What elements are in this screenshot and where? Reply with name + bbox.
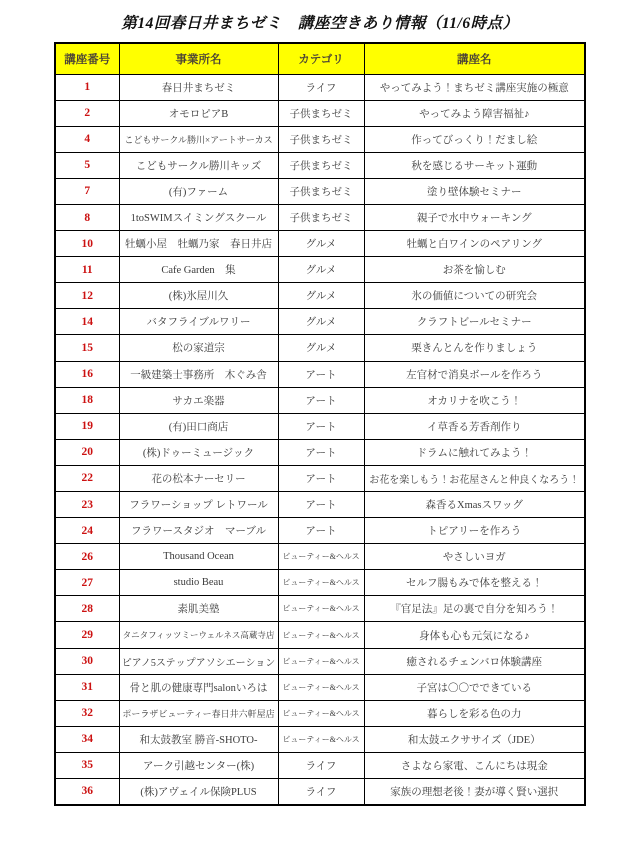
course-name-cell: お花を楽しもう！お花屋さんと仲良くなろう！ [364,465,585,491]
course-name-cell: 暮らしを彩る色の力 [364,700,585,726]
business-name-cell: 牡蠣小屋 牡蠣乃家 春日井店 [119,231,278,257]
category-cell: 子供まちゼミ [278,100,364,126]
course-name-cell: 『官足法』足の裏で自分を知ろう！ [364,596,585,622]
business-name-cell: フラワースタジオ マーブル [119,518,278,544]
course-name-cell: やさしいヨガ [364,544,585,570]
business-name-cell: (有)田口商店 [119,413,278,439]
course-name-cell: 栗きんとんを作りましょう [364,335,585,361]
category-cell: アート [278,518,364,544]
category-cell: ライフ [278,779,364,805]
category-cell: アート [278,439,364,465]
business-name-cell: 素肌美塾 [119,596,278,622]
course-name-cell: 左官材で消臭ボールを作ろう [364,361,585,387]
business-name-cell: (株)ドゥーミュージック [119,439,278,465]
category-cell: 子供まちゼミ [278,178,364,204]
course-number-cell: 29 [55,622,119,648]
course-number-cell: 14 [55,309,119,335]
table-row [55,152,585,178]
table-row [55,518,585,544]
header-course-name: 講座名 [364,43,585,74]
business-name-cell: 和太鼓教室 勝音-SHOTO- [119,726,278,752]
business-name-cell: サカエ楽器 [119,387,278,413]
course-name-cell: 親子で水中ウォーキング [364,204,585,230]
course-number-cell: 19 [55,413,119,439]
course-number-cell: 30 [55,648,119,674]
table-row [55,648,585,674]
course-number-cell: 34 [55,726,119,752]
business-name-cell: こどもサークル勝川キッズ [119,152,278,178]
table-body [55,74,585,805]
course-number-cell: 35 [55,752,119,778]
table-row [55,257,585,283]
course-number-cell: 7 [55,178,119,204]
course-name-cell: 牡蠣と白ワインのペアリング [364,231,585,257]
course-name-cell: 和太鼓エクササイズ（JDE） [364,726,585,752]
header-row [55,43,585,74]
business-name-cell: 1toSWIMスイミングスクール [119,204,278,230]
table-row [55,126,585,152]
business-name-cell: (株)アヴェイル保険PLUS [119,779,278,805]
course-name-cell: イ草香る芳香剤作り [364,413,585,439]
category-cell: グルメ [278,309,364,335]
course-number-cell: 12 [55,283,119,309]
course-name-cell: 氷の価値についての研究会 [364,283,585,309]
category-cell: 子供まちゼミ [278,126,364,152]
table-row [55,752,585,778]
course-number-cell: 23 [55,492,119,518]
table-row [55,100,585,126]
category-cell: ビューティー&ヘルス [278,622,364,648]
course-name-cell: 身体も心も元気になる♪ [364,622,585,648]
course-number-cell: 11 [55,257,119,283]
course-number-cell: 18 [55,387,119,413]
business-name-cell: 花の松本ナーセリー [119,465,278,491]
business-name-cell: フラワーショップ レトワール [119,492,278,518]
business-name-cell: 骨と肌の健康専門salonいろは [119,674,278,700]
business-name-cell: Thousand Ocean [119,544,278,570]
category-cell: アート [278,387,364,413]
course-number-cell: 26 [55,544,119,570]
course-number-cell: 22 [55,465,119,491]
business-name-cell: アーク引越センター(株) [119,752,278,778]
course-number-cell: 10 [55,231,119,257]
course-name-cell: やってみよう！まちゼミ講座実施の極意 [364,74,585,100]
course-number-cell: 20 [55,439,119,465]
course-name-cell: 癒されるチェンバロ体験講座 [364,648,585,674]
course-name-cell: さよなら家電、こんにちは現金 [364,752,585,778]
table-row [55,465,585,491]
header-category: カテゴリ [278,43,364,74]
table-row [55,204,585,230]
course-number-cell: 27 [55,570,119,596]
table-row [55,544,585,570]
table-row [55,361,585,387]
business-name-cell: バタフライブルワリー [119,309,278,335]
business-name-cell: studio Beau [119,570,278,596]
business-name-cell: (有)ファーム [119,178,278,204]
course-number-cell: 36 [55,779,119,805]
business-name-cell: ポーラザビューティー春日井六軒屋店 [119,700,278,726]
page-title: 第14回春日井まちゼミ 講座空きあり情報（11/6時点） [121,15,519,32]
table-row [55,283,585,309]
course-name-cell: やってみよう障害福祉♪ [364,100,585,126]
category-cell: グルメ [278,283,364,309]
table-header [55,43,585,74]
table-row [55,309,585,335]
category-cell: グルメ [278,257,364,283]
course-number-cell: 8 [55,204,119,230]
category-cell: アート [278,361,364,387]
business-name-cell: (株)氷屋川久 [119,283,278,309]
course-number-cell: 16 [55,361,119,387]
course-number-cell: 15 [55,335,119,361]
course-number-cell: 4 [55,126,119,152]
category-cell: ビューティー&ヘルス [278,726,364,752]
category-cell: グルメ [278,335,364,361]
table-row [55,492,585,518]
category-cell: ビューティー&ヘルス [278,648,364,674]
table-row [55,674,585,700]
course-name-cell: 森香るXmasスワッグ [364,492,585,518]
category-cell: ライフ [278,74,364,100]
course-number-cell: 1 [55,74,119,100]
category-cell: ビューティー&ヘルス [278,700,364,726]
category-cell: アート [278,465,364,491]
category-cell: 子供まちゼミ [278,204,364,230]
table-row [55,726,585,752]
course-name-cell: ドラムに触れてみよう！ [364,439,585,465]
business-name-cell: こどもサークル勝川×アートサーカス [119,126,278,152]
category-cell: ビューティー&ヘルス [278,570,364,596]
course-name-cell: お茶を愉しむ [364,257,585,283]
business-name-cell: ピアノ5ステップアソシエーション [119,648,278,674]
course-number-cell: 28 [55,596,119,622]
business-name-cell: Cafe Garden 集 [119,257,278,283]
course-name-cell: 子宮は〇〇でできている [364,674,585,700]
header-course-number: 講座番号 [55,43,119,74]
table-row [55,413,585,439]
course-name-cell: 塗り壁体験セミナー [364,178,585,204]
course-name-cell: クラフトビールセミナー [364,309,585,335]
course-number-cell: 31 [55,674,119,700]
course-number-cell: 5 [55,152,119,178]
category-cell: ビューティー&ヘルス [278,596,364,622]
table-row [55,570,585,596]
course-name-cell: セルフ腸もみで体を整える！ [364,570,585,596]
table-row [55,74,585,100]
course-number-cell: 24 [55,518,119,544]
table-row [55,387,585,413]
course-name-cell: 家族の理想老後！妻が導く賢い選択 [364,779,585,805]
business-name-cell: オモロピアB [119,100,278,126]
business-name-cell: 春日井まちゼミ [119,74,278,100]
header-business-name: 事業所名 [119,43,278,74]
course-name-cell: トピアリーを作ろう [364,518,585,544]
course-name-cell: 作ってびっくり！だまし絵 [364,126,585,152]
course-number-cell: 32 [55,700,119,726]
category-cell: ビューティー&ヘルス [278,674,364,700]
table-row [55,700,585,726]
category-cell: ビューティー&ヘルス [278,544,364,570]
category-cell: 子供まちゼミ [278,152,364,178]
business-name-cell: タニタフィッツミーウェルネス高蔵寺店 [119,622,278,648]
table-row [55,779,585,805]
table-row [55,439,585,465]
table-row [55,335,585,361]
course-availability-table [54,42,586,806]
category-cell: ライフ [278,752,364,778]
table-row [55,231,585,257]
business-name-cell: 松の家道宗 [119,335,278,361]
course-name-cell: オカリナを吹こう！ [364,387,585,413]
category-cell: アート [278,413,364,439]
table-row [55,622,585,648]
table-row [55,178,585,204]
course-number-cell: 2 [55,100,119,126]
business-name-cell: 一級建築士事務所 木ぐみ舎 [119,361,278,387]
category-cell: アート [278,492,364,518]
course-name-cell: 秋を感じるサーキット運動 [364,152,585,178]
table-row [55,596,585,622]
category-cell: グルメ [278,231,364,257]
